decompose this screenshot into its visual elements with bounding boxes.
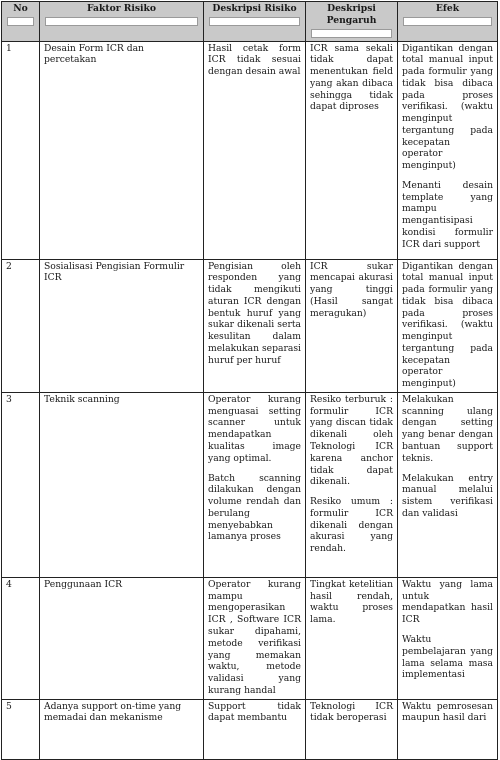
table-row bbox=[2, 259, 498, 392]
header-faktor-risiko: Faktor Risiko bbox=[40, 2, 204, 42]
table-row bbox=[2, 699, 498, 759]
risk-table bbox=[1, 1, 498, 760]
header-efek: Efek bbox=[398, 2, 498, 42]
cell-deskripsi-pengaruh: Teknologi ICR tidak beroperasi bbox=[306, 699, 398, 759]
cell-efek: Waktu pemrosesan maupun hasil dari bbox=[398, 699, 498, 759]
header-deskripsi-pengaruh: Deskripsi Pengaruh bbox=[306, 2, 398, 42]
table-row bbox=[2, 41, 498, 259]
cell-deskripsi-risiko: Support tidak dapat membantu bbox=[204, 699, 306, 759]
cell-no: 4 bbox=[2, 577, 40, 699]
cell-faktor: Adanya support on-time yang memadai dan mekanisme bbox=[40, 699, 204, 759]
header-no: No bbox=[2, 2, 40, 42]
cell-deskripsi-pengaruh: ICR sukar mencapai akurasi yang tinggi (Hasil sangat meragukan) bbox=[306, 259, 398, 392]
cell-efek: Waktu yang lama untuk mendapatkan hasil ICR Waktu pembelajaran yang lama selama masa implementasi bbox=[398, 577, 498, 699]
cell-faktor: Sosialisasi Pengisian Formulir ICR bbox=[40, 259, 204, 392]
cell-faktor: Teknik scanning bbox=[40, 392, 204, 577]
cell-efek: Digantikan dengan total manual input pada formulir yang tidak bisa dibaca pada proses verifikasi. (waktu menginput tergantung pada kecepatan operator menginput) Menanti desain template yang mampu mengantisipasi kondisi formulir ICR dari support bbox=[398, 41, 498, 259]
cell-efek: Digantikan dengan total manual input pada formulir yang tidak bisa dibaca pada proses verifikasi. (waktu menginput tergantung pada kecepatan operator menginput) bbox=[398, 259, 498, 392]
cell-no: 1 bbox=[2, 41, 40, 259]
cell-efek: Melakukan scanning ulang dengan setting yang benar dengan bantuan support teknis. Melakukan entry manual melalui sistem verifikasi dan validasi bbox=[398, 392, 498, 577]
cell-deskripsi-pengaruh: ICR sama sekali tidak dapat menentukan field yang akan dibaca sehingga tidak dapat diproses bbox=[306, 41, 398, 259]
header-row bbox=[2, 2, 498, 42]
cell-faktor: Penggunaan ICR bbox=[40, 577, 204, 699]
cell-deskripsi-risiko: Hasil cetak form ICR tidak sesuai dengan desain awal bbox=[204, 41, 306, 259]
cell-deskripsi-risiko: Operator kurang mampu mengoperasikan ICR , Software ICR sukar dipahami, metode verifikasi yang memakan waktu, metode validasi yang kurang handal bbox=[204, 577, 306, 699]
cell-no: 5 bbox=[2, 699, 40, 759]
table-row bbox=[2, 577, 498, 699]
cell-no: 2 bbox=[2, 259, 40, 392]
cell-deskripsi-risiko: Operator kurang menguasai setting scanner untuk mendapatkan kualitas image yang optimal. Batch scanning dilakukan dengan volume rendah dan berulang menyebabkan lamanya proses bbox=[204, 392, 306, 577]
cell-faktor: Desain Form ICR dan percetakan bbox=[40, 41, 204, 259]
cell-no: 3 bbox=[2, 392, 40, 577]
cell-deskripsi-pengaruh: Resiko terburuk : formulir ICR yang discan tidak dikenali oleh Teknologi ICR karena anchor tidak dapat dikenali. Resiko umum : formulir ICR dikenali dengan akurasi yang rendah. bbox=[306, 392, 398, 577]
cell-deskripsi-risiko: Pengisian oleh responden yang tidak mengikuti aturan ICR dengan bentuk huruf yang sukar dikenali serta kesulitan dalam melakukan separasi huruf per huruf bbox=[204, 259, 306, 392]
header-deskripsi-risiko: Deskripsi Risiko bbox=[204, 2, 306, 42]
table-row bbox=[2, 392, 498, 577]
cell-deskripsi-pengaruh: Tingkat ketelitian hasil rendah, waktu proses lama. bbox=[306, 577, 398, 699]
